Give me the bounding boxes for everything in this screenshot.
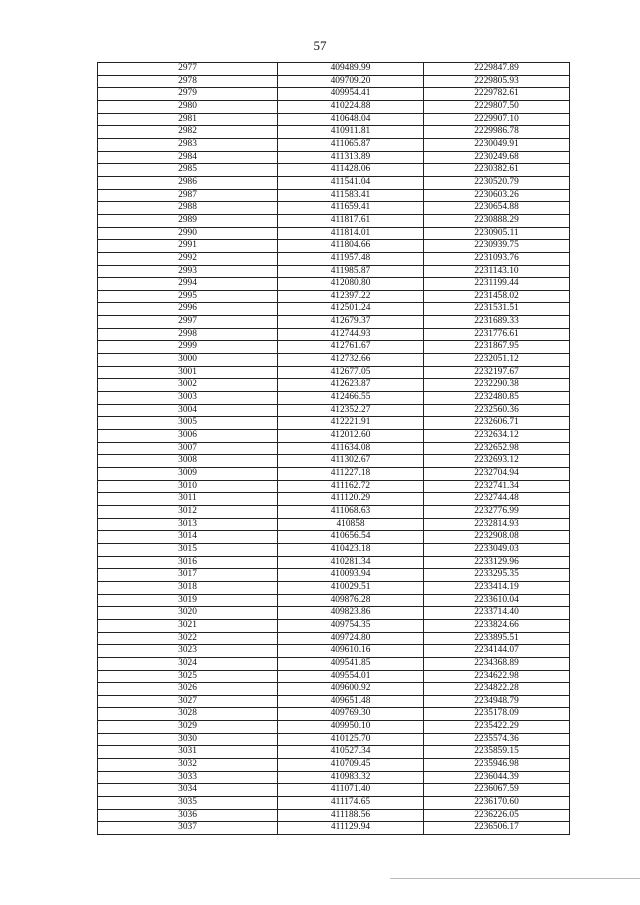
- point-number-cell: 3020: [98, 607, 278, 620]
- point-number-cell: 3031: [98, 746, 278, 759]
- x-coordinate-cell: 412466.55: [278, 392, 424, 405]
- x-coordinate-cell: 411957.48: [278, 252, 424, 265]
- x-coordinate-cell: 411634.08: [278, 442, 424, 455]
- table-row: [98, 619, 570, 632]
- x-coordinate-cell: 412080.80: [278, 278, 424, 291]
- y-coordinate-cell: 2233610.04: [424, 594, 570, 607]
- y-coordinate-cell: 2233414.19: [424, 581, 570, 594]
- y-coordinate-cell: 2233714.40: [424, 607, 570, 620]
- y-coordinate-cell: 2234144.07: [424, 645, 570, 658]
- table-row: [98, 708, 570, 721]
- x-coordinate-cell: 412221.91: [278, 417, 424, 430]
- coordinates-table: [97, 62, 570, 835]
- x-coordinate-cell: 410648.04: [278, 113, 424, 126]
- table-row: [98, 214, 570, 227]
- table-row: [98, 695, 570, 708]
- x-coordinate-cell: 411302.67: [278, 455, 424, 468]
- x-coordinate-cell: 412501.24: [278, 303, 424, 316]
- table-row: [98, 594, 570, 607]
- x-coordinate-cell: 410656.54: [278, 531, 424, 544]
- y-coordinate-cell: 2229847.89: [424, 63, 570, 76]
- x-coordinate-cell: 412744.93: [278, 328, 424, 341]
- x-coordinate-cell: 409541.85: [278, 657, 424, 670]
- x-coordinate-cell: 412761.67: [278, 341, 424, 354]
- point-number-cell: 2979: [98, 88, 278, 101]
- x-coordinate-cell: 412623.87: [278, 379, 424, 392]
- point-number-cell: 2983: [98, 138, 278, 151]
- y-coordinate-cell: 2232744.48: [424, 493, 570, 506]
- point-number-cell: 2995: [98, 290, 278, 303]
- x-coordinate-cell: 412397.22: [278, 290, 424, 303]
- point-number-cell: 3035: [98, 797, 278, 810]
- table-row: [98, 721, 570, 734]
- y-coordinate-cell: 2231689.33: [424, 316, 570, 329]
- point-number-cell: 3009: [98, 468, 278, 481]
- x-coordinate-cell: 410125.70: [278, 733, 424, 746]
- y-coordinate-cell: 2233295.35: [424, 569, 570, 582]
- point-number-cell: 2993: [98, 265, 278, 278]
- point-number-cell: 2994: [98, 278, 278, 291]
- point-number-cell: 2981: [98, 113, 278, 126]
- point-number-cell: 3024: [98, 657, 278, 670]
- point-number-cell: 3001: [98, 366, 278, 379]
- y-coordinate-cell: 2231776.61: [424, 328, 570, 341]
- point-number-cell: 2990: [98, 227, 278, 240]
- table-row: [98, 341, 570, 354]
- point-number-cell: 3018: [98, 581, 278, 594]
- y-coordinate-cell: 2236067.59: [424, 784, 570, 797]
- point-number-cell: 3014: [98, 531, 278, 544]
- table-row: [98, 784, 570, 797]
- page-number: 57: [313, 38, 327, 53]
- point-number-cell: 3010: [98, 480, 278, 493]
- x-coordinate-cell: 412352.27: [278, 404, 424, 417]
- point-number-cell: 2978: [98, 75, 278, 88]
- y-coordinate-cell: 2231199.44: [424, 278, 570, 291]
- table-row: [98, 113, 570, 126]
- x-coordinate-cell: 412732.66: [278, 354, 424, 367]
- point-number-cell: 2988: [98, 202, 278, 215]
- table-row: [98, 303, 570, 316]
- table-row: [98, 392, 570, 405]
- x-coordinate-cell: 411129.94: [278, 822, 424, 835]
- y-coordinate-cell: 2236506.17: [424, 822, 570, 835]
- point-number-cell: 3029: [98, 721, 278, 734]
- y-coordinate-cell: 2236226.05: [424, 809, 570, 822]
- x-coordinate-cell: 411804.66: [278, 240, 424, 253]
- footer-rule: [390, 878, 640, 879]
- y-coordinate-cell: 2235422.29: [424, 721, 570, 734]
- table-row: [98, 518, 570, 531]
- point-number-cell: 3005: [98, 417, 278, 430]
- y-coordinate-cell: 2232908.08: [424, 531, 570, 544]
- x-coordinate-cell: 409754.35: [278, 619, 424, 632]
- y-coordinate-cell: 2233824.66: [424, 619, 570, 632]
- point-number-cell: 2984: [98, 151, 278, 164]
- x-coordinate-cell: 411065.87: [278, 138, 424, 151]
- point-number-cell: 2997: [98, 316, 278, 329]
- x-coordinate-cell: 409610.16: [278, 645, 424, 658]
- point-number-cell: 2999: [98, 341, 278, 354]
- table-row: [98, 430, 570, 443]
- point-number-cell: 3003: [98, 392, 278, 405]
- y-coordinate-cell: 2231093.76: [424, 252, 570, 265]
- y-coordinate-cell: 2235859.15: [424, 746, 570, 759]
- table-row: [98, 569, 570, 582]
- x-coordinate-cell: 411071.40: [278, 784, 424, 797]
- x-coordinate-cell: 409651.48: [278, 695, 424, 708]
- point-number-cell: 3013: [98, 518, 278, 531]
- x-coordinate-cell: 411985.87: [278, 265, 424, 278]
- table-row: [98, 366, 570, 379]
- point-number-cell: 3019: [98, 594, 278, 607]
- x-coordinate-cell: 410281.34: [278, 556, 424, 569]
- table-row: [98, 771, 570, 784]
- table-row: [98, 455, 570, 468]
- table-row: [98, 493, 570, 506]
- y-coordinate-cell: 2229782.61: [424, 88, 570, 101]
- x-coordinate-cell: 409554.01: [278, 670, 424, 683]
- point-number-cell: 3034: [98, 784, 278, 797]
- table-row: [98, 252, 570, 265]
- x-coordinate-cell: 411162.72: [278, 480, 424, 493]
- table-row: [98, 88, 570, 101]
- table-row: [98, 759, 570, 772]
- x-coordinate-cell: 410709.45: [278, 759, 424, 772]
- point-number-cell: 2992: [98, 252, 278, 265]
- table-row: [98, 797, 570, 810]
- table-row: [98, 265, 570, 278]
- table-row: [98, 632, 570, 645]
- point-number-cell: 3030: [98, 733, 278, 746]
- y-coordinate-cell: 2232652.98: [424, 442, 570, 455]
- y-coordinate-cell: 2230049.91: [424, 138, 570, 151]
- point-number-cell: 3032: [98, 759, 278, 772]
- y-coordinate-cell: 2232704.94: [424, 468, 570, 481]
- y-coordinate-cell: 2230603.26: [424, 189, 570, 202]
- y-coordinate-cell: 2231458.02: [424, 290, 570, 303]
- y-coordinate-cell: 2234822.28: [424, 683, 570, 696]
- point-number-cell: 2986: [98, 176, 278, 189]
- y-coordinate-cell: 2232634.12: [424, 430, 570, 443]
- x-coordinate-cell: 409823.86: [278, 607, 424, 620]
- point-number-cell: 3006: [98, 430, 278, 443]
- coordinates-table-body: [98, 63, 570, 835]
- y-coordinate-cell: 2232741.34: [424, 480, 570, 493]
- y-coordinate-cell: 2234948.79: [424, 695, 570, 708]
- x-coordinate-cell: 412679.37: [278, 316, 424, 329]
- y-coordinate-cell: 2232480.85: [424, 392, 570, 405]
- y-coordinate-cell: 2236170.60: [424, 797, 570, 810]
- x-coordinate-cell: 409950.10: [278, 721, 424, 734]
- x-coordinate-cell: 409954.41: [278, 88, 424, 101]
- y-coordinate-cell: 2231531.51: [424, 303, 570, 316]
- point-number-cell: 3007: [98, 442, 278, 455]
- table-row: [98, 126, 570, 139]
- table-row: [98, 202, 570, 215]
- y-coordinate-cell: 2232560.36: [424, 404, 570, 417]
- x-coordinate-cell: 409876.28: [278, 594, 424, 607]
- x-coordinate-cell: 412677.05: [278, 366, 424, 379]
- table-row: [98, 100, 570, 113]
- point-number-cell: 3037: [98, 822, 278, 835]
- point-number-cell: 3027: [98, 695, 278, 708]
- y-coordinate-cell: 2231143.10: [424, 265, 570, 278]
- y-coordinate-cell: 2230249.68: [424, 151, 570, 164]
- table-row: [98, 607, 570, 620]
- point-number-cell: 3002: [98, 379, 278, 392]
- y-coordinate-cell: 2230654.88: [424, 202, 570, 215]
- table-row: [98, 543, 570, 556]
- point-number-cell: 3016: [98, 556, 278, 569]
- table-row: [98, 138, 570, 151]
- table-row: [98, 240, 570, 253]
- x-coordinate-cell: 411428.06: [278, 164, 424, 177]
- point-number-cell: 2991: [98, 240, 278, 253]
- y-coordinate-cell: 2233895.51: [424, 632, 570, 645]
- table-row: [98, 354, 570, 367]
- y-coordinate-cell: 2229986.78: [424, 126, 570, 139]
- point-number-cell: 3017: [98, 569, 278, 582]
- point-number-cell: 3015: [98, 543, 278, 556]
- point-number-cell: 3028: [98, 708, 278, 721]
- table-row: [98, 151, 570, 164]
- y-coordinate-cell: 2232814.93: [424, 518, 570, 531]
- table-row: [98, 822, 570, 835]
- x-coordinate-cell: 409769.30: [278, 708, 424, 721]
- table-row: [98, 645, 570, 658]
- point-number-cell: 3021: [98, 619, 278, 632]
- y-coordinate-cell: 2229807.50: [424, 100, 570, 113]
- y-coordinate-cell: 2232290.38: [424, 379, 570, 392]
- x-coordinate-cell: 409600.92: [278, 683, 424, 696]
- table-row: [98, 63, 570, 76]
- point-number-cell: 3022: [98, 632, 278, 645]
- y-coordinate-cell: 2230382.61: [424, 164, 570, 177]
- y-coordinate-cell: 2230888.29: [424, 214, 570, 227]
- x-coordinate-cell: 410911.81: [278, 126, 424, 139]
- point-number-cell: 3004: [98, 404, 278, 417]
- x-coordinate-cell: 410983.32: [278, 771, 424, 784]
- point-number-cell: 3012: [98, 505, 278, 518]
- table-row: [98, 328, 570, 341]
- table-row: [98, 657, 570, 670]
- point-number-cell: 2987: [98, 189, 278, 202]
- table-row: [98, 733, 570, 746]
- point-number-cell: 3000: [98, 354, 278, 367]
- y-coordinate-cell: 2232606.71: [424, 417, 570, 430]
- y-coordinate-cell: 2233129.96: [424, 556, 570, 569]
- table-row: [98, 556, 570, 569]
- x-coordinate-cell: 411174.65: [278, 797, 424, 810]
- table-row: [98, 480, 570, 493]
- table-row: [98, 75, 570, 88]
- table-row: [98, 176, 570, 189]
- table-row: [98, 442, 570, 455]
- point-number-cell: 3008: [98, 455, 278, 468]
- point-number-cell: 3025: [98, 670, 278, 683]
- table-row: [98, 746, 570, 759]
- point-number-cell: 2985: [98, 164, 278, 177]
- y-coordinate-cell: 2231867.95: [424, 341, 570, 354]
- y-coordinate-cell: 2235574.36: [424, 733, 570, 746]
- table-row: [98, 290, 570, 303]
- point-number-cell: 3026: [98, 683, 278, 696]
- point-number-cell: 2989: [98, 214, 278, 227]
- x-coordinate-cell: 409489.99: [278, 63, 424, 76]
- x-coordinate-cell: 410527.34: [278, 746, 424, 759]
- x-coordinate-cell: 411659.41: [278, 202, 424, 215]
- x-coordinate-cell: 410093.94: [278, 569, 424, 582]
- x-coordinate-cell: 411227.18: [278, 468, 424, 481]
- x-coordinate-cell: 410423.18: [278, 543, 424, 556]
- table-row: [98, 379, 570, 392]
- y-coordinate-cell: 2230905.11: [424, 227, 570, 240]
- table-row: [98, 468, 570, 481]
- x-coordinate-cell: 410224.88: [278, 100, 424, 113]
- y-coordinate-cell: 2232197.67: [424, 366, 570, 379]
- x-coordinate-cell: 411817.61: [278, 214, 424, 227]
- table-row: [98, 670, 570, 683]
- table-row: [98, 417, 570, 430]
- y-coordinate-cell: 2234368.89: [424, 657, 570, 670]
- y-coordinate-cell: 2236044.39: [424, 771, 570, 784]
- table-row: [98, 505, 570, 518]
- table-row: [98, 809, 570, 822]
- table-row: [98, 683, 570, 696]
- x-coordinate-cell: 411120.29: [278, 493, 424, 506]
- point-number-cell: 2982: [98, 126, 278, 139]
- x-coordinate-cell: 411188.56: [278, 809, 424, 822]
- point-number-cell: 3036: [98, 809, 278, 822]
- y-coordinate-cell: 2232693.12: [424, 455, 570, 468]
- y-coordinate-cell: 2234622.98: [424, 670, 570, 683]
- table-row: [98, 316, 570, 329]
- table-row: [98, 164, 570, 177]
- table-row: [98, 404, 570, 417]
- x-coordinate-cell: 412012.60: [278, 430, 424, 443]
- x-coordinate-cell: 409724.80: [278, 632, 424, 645]
- y-coordinate-cell: 2232051.12: [424, 354, 570, 367]
- y-coordinate-cell: 2229907.10: [424, 113, 570, 126]
- point-number-cell: 3011: [98, 493, 278, 506]
- x-coordinate-cell: 411541.04: [278, 176, 424, 189]
- x-coordinate-cell: 411313.89: [278, 151, 424, 164]
- point-number-cell: 3023: [98, 645, 278, 658]
- y-coordinate-cell: 2230939.75: [424, 240, 570, 253]
- point-number-cell: 3033: [98, 771, 278, 784]
- y-coordinate-cell: 2229805.93: [424, 75, 570, 88]
- point-number-cell: 2998: [98, 328, 278, 341]
- table-row: [98, 189, 570, 202]
- x-coordinate-cell: 409709.20: [278, 75, 424, 88]
- x-coordinate-cell: 411068.63: [278, 505, 424, 518]
- point-number-cell: 2996: [98, 303, 278, 316]
- y-coordinate-cell: 2230520.79: [424, 176, 570, 189]
- point-number-cell: 2980: [98, 100, 278, 113]
- table-row: [98, 227, 570, 240]
- table-row: [98, 581, 570, 594]
- x-coordinate-cell: 411814.01: [278, 227, 424, 240]
- x-coordinate-cell: 411583.41: [278, 189, 424, 202]
- table-row: [98, 278, 570, 291]
- point-number-cell: 2977: [98, 63, 278, 76]
- table-row: [98, 531, 570, 544]
- y-coordinate-cell: 2233049.03: [424, 543, 570, 556]
- y-coordinate-cell: 2232776.99: [424, 505, 570, 518]
- x-coordinate-cell: 410029.51: [278, 581, 424, 594]
- y-coordinate-cell: 2235178.09: [424, 708, 570, 721]
- y-coordinate-cell: 2235946.98: [424, 759, 570, 772]
- x-coordinate-cell: 410858: [278, 518, 424, 531]
